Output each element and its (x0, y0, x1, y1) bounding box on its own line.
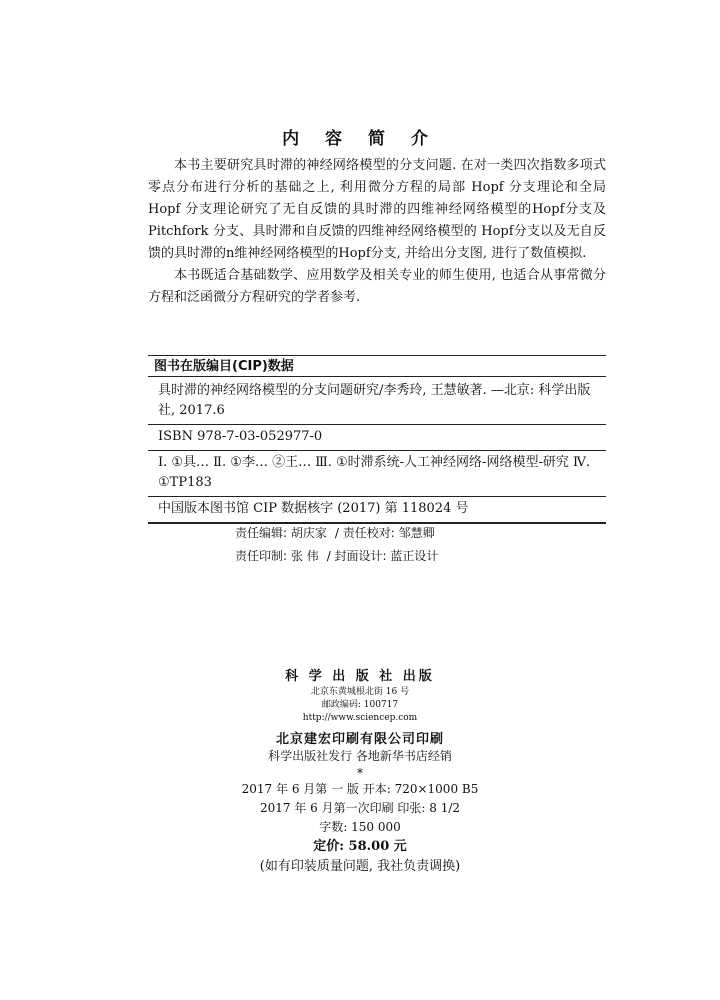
publisher-address: 北京东黄城根北街 16 号 (310, 687, 410, 697)
separator-star: * (357, 766, 363, 780)
credits-line-2 (235, 545, 438, 568)
colophon (0, 665, 720, 877)
content-summary (148, 155, 606, 309)
print-supervisor: 责任印制: 张 伟 (235, 549, 319, 563)
editorial-credits (235, 522, 438, 568)
cip-heading: 图书在版编目(CIP)数据 (148, 355, 606, 377)
page-title: 内 容 简 介 (282, 129, 438, 149)
cip-record: 具时滞的神经网络模型的分支问题研究/李秀玲, 王慧敏著. —北京: 科学出版社, 2017.6 (148, 379, 606, 425)
price: 定价: 58.00 元 (313, 839, 407, 854)
responsible-editor: 责任编辑: 胡庆家 (235, 526, 327, 540)
cip-classification: Ⅰ. ①具… Ⅱ. ①李… ②王… Ⅲ. ①时滞系统-人工神经网络-网络模型-研究 Ⅳ. ①TP183 (148, 451, 606, 497)
cip-number: 中国版本图书馆 CIP 数据核字 (2017) 第 118024 号 (148, 497, 606, 524)
publisher-postcode: 邮政编码: 100717 (321, 700, 399, 710)
distribution-info: 科学出版社发行 各地新华书店经销 (268, 749, 452, 763)
word-count: 字数: 150 000 (319, 820, 401, 834)
publisher-url: http://www.sciencep.com (302, 713, 418, 723)
printing-info: 2017 年 6 月第一次印刷 印张: 8 1/2 (259, 801, 461, 815)
printer-name: 北京建宏印刷有限公司印刷 (275, 732, 444, 747)
cip-data-block (148, 379, 606, 524)
cover-designer: / 封面设计: 蓝正设计 (326, 549, 439, 563)
publisher-name: 科 学 出 版 社 出版 (285, 669, 435, 684)
quality-note: (如有印装质量问题, 我社负责调换) (259, 859, 461, 874)
proofreader: / 责任校对: 邹慧卿 (334, 526, 435, 540)
cip-isbn: ISBN 978-7-03-052977-0 (148, 425, 606, 451)
credits-line-1 (235, 522, 438, 545)
summary-paragraph-2: 本书既适合基础数学、应用数学及相关专业的师生使用, 也适合从事常微分方程和泛函微分方程研究的学者参考. (148, 268, 606, 305)
edition-info: 2017 年 6 月第 一 版 开本: 720×1000 B5 (241, 782, 479, 796)
summary-paragraph-1: 本书主要研究具时滞的神经网络模型的分支问题. 在对一类四次指数多项式零点分布进行分析的基础之上, 利用微分方程的局部 Hopf 分支理论和全局 Hopf 分支理论研究了无自反馈的具时滞的四维神经网络模型的Hopf分支及 Pitchfork 分支、具时滞和自反馈的四维神经网络模型的 Hopf分支以及无自反馈的具时滞的n维神经网络模型的Hopf分支, 并给出分支图, 进行了数值模拟. (148, 158, 606, 261)
